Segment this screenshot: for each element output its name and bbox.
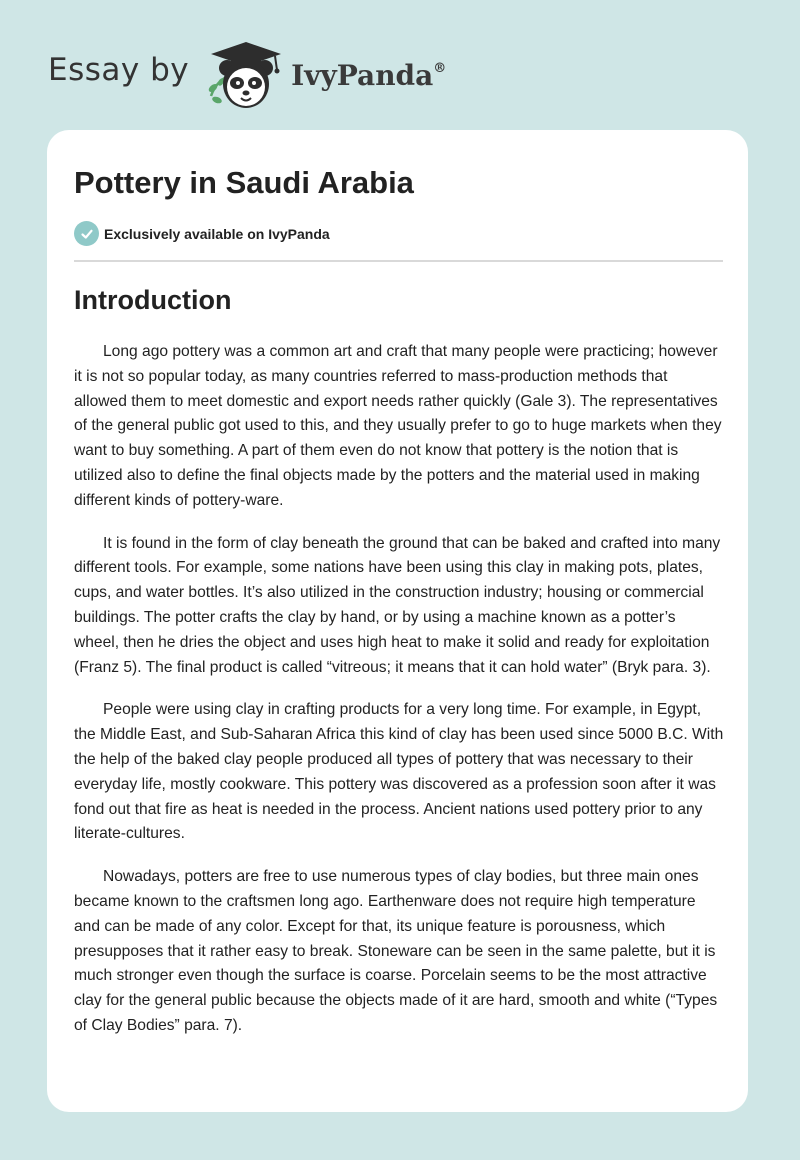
brand-name[interactable] — [291, 59, 446, 92]
article-card — [47, 130, 748, 1112]
paragraph: People were using clay in crafting products for a very long time. For example, in Egypt, the Middle East, and Sub-Saharan Africa this kind of clay has been used since 5000 B.C. With the help of the baked clay people produced all types of pottery that was necessary to their everyday life, mostly cookware. This pottery was discovered as a profession soon after it was fond out that fire as heat is needed in the process. Ancient nations used pottery prior to any literate-cultures. — [74, 701, 724, 843]
registered-mark: ® — [433, 60, 447, 76]
paragraph: Nowadays, potters are free to use numerous types of clay bodies, but three main ones became known to the craftsmen long ago. Earthenware does not require high temperature and can be made of any color. Except for that, its unique feature is porousness, which presupposes that it rather easy to break. Stoneware can be seen in the same palette, but it is much stronger even though the surface is coarse. Porcelain seems to be the most attractive clay for the general public because the objects made of it are hard, smooth and white (“Types of Clay Bodies” para. 7). — [74, 868, 718, 1034]
check-circle-icon — [74, 221, 99, 246]
panda-logo-icon[interactable] — [203, 38, 287, 114]
paragraph: It is found in the form of clay beneath the ground that can be baked and crafted into many different tools. For example, some nations have been using this clay in making pots, plates, cups, and water bottles. It’s also utilized in the construction industry; housing or commercial buildings. The potter crafts the clay by hand, or by using a machine known as a potter’s wheel, then he dries the object and uses high heat to make it solid and ready for exploitation (Franz 5). The final product is called “vitreous; it means that it can hold water” (Bryk para. 3). — [74, 534, 721, 676]
divider — [74, 260, 723, 262]
site-header — [48, 36, 748, 116]
section-heading: Introduction — [74, 285, 232, 315]
paragraph: Long ago pottery was a common art and craft that many people were practicing; however it is not so popular today, as many countries referred to mass-production methods that allowed them to meet domestic and export needs rather quickly (Gale 3). The representatives of the general public got used to this, and they usually prefer to go to huge markets when they want to buy something. A part of them even do not know that pottery is the notion that is utilized also to define the final objects made by the potters and the material used in making different kinds of pottery-ware. — [74, 343, 722, 509]
essay-by-label: Essay by — [48, 52, 190, 88]
brand-text: IvyPanda — [291, 58, 434, 92]
article-body — [74, 340, 724, 1057]
exclusive-badge — [74, 221, 330, 246]
page-title: Pottery in Saudi Arabia — [74, 165, 414, 200]
badge-label: Exclusively available on IvyPanda — [104, 225, 330, 242]
